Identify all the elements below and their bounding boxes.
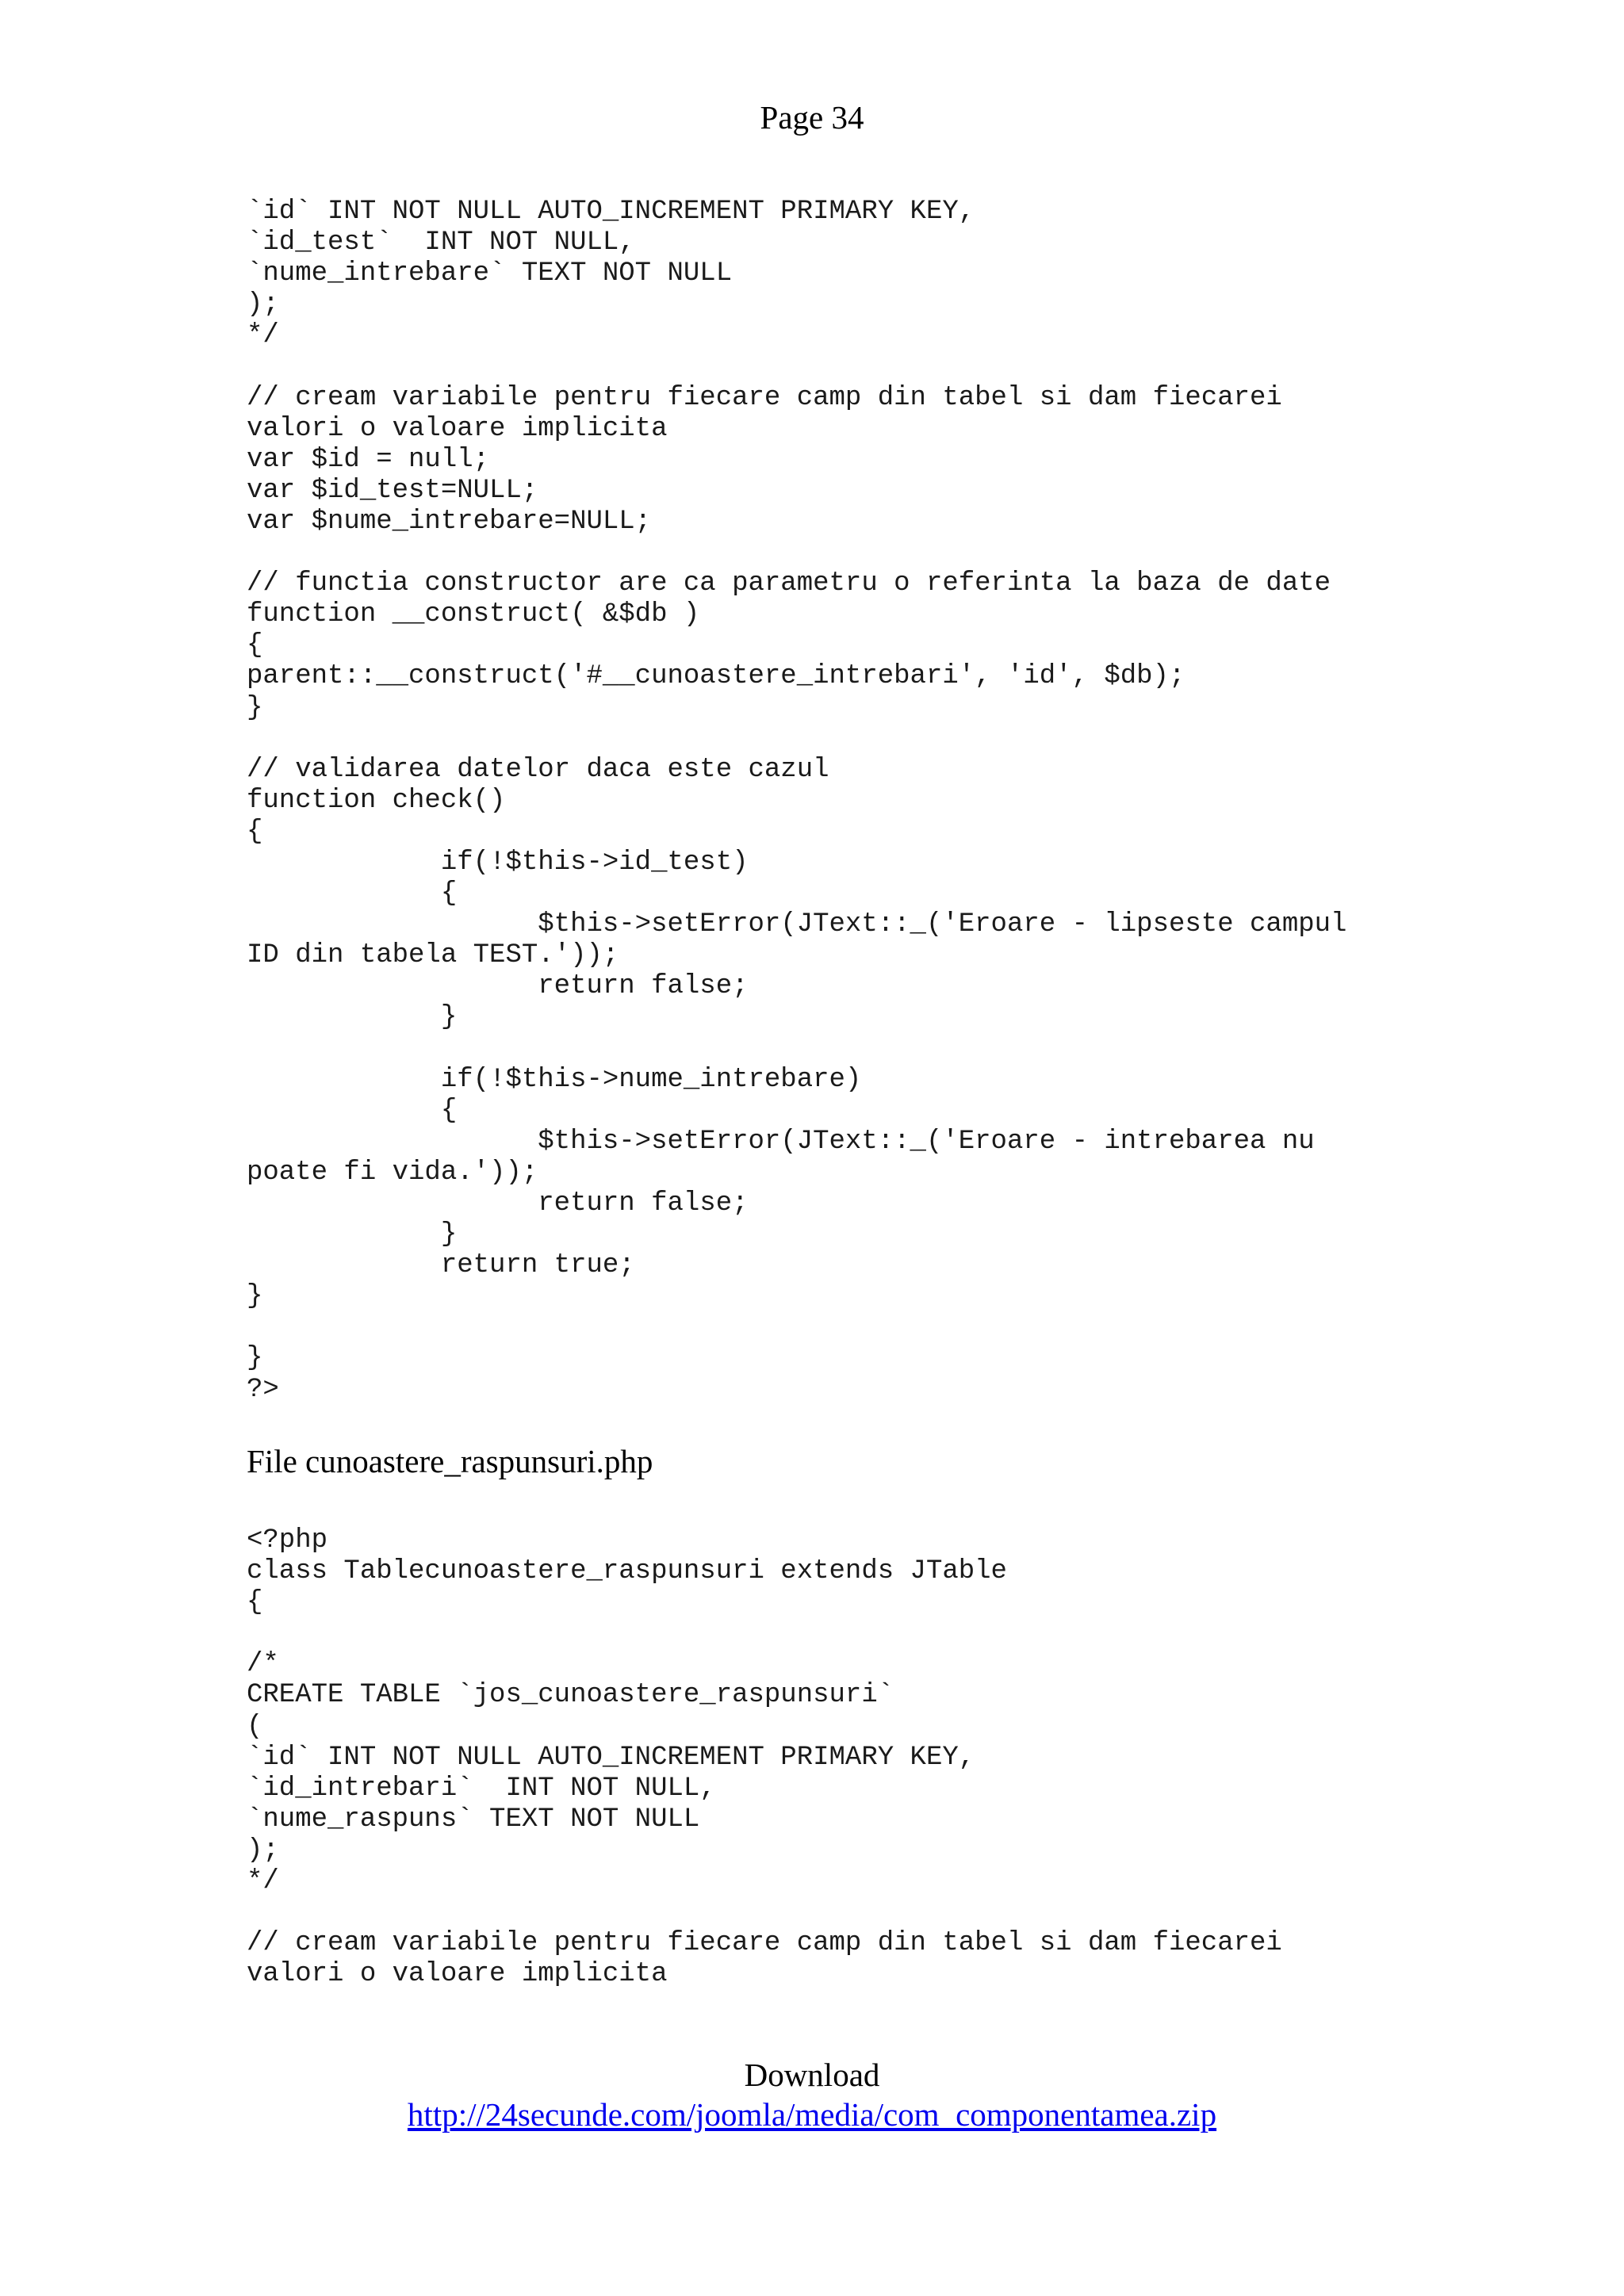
code-line: return false; [247, 1188, 749, 1219]
code-line: { [247, 630, 263, 661]
code-line: ( [247, 1711, 263, 1742]
code-line: // validarea datelor daca este cazul [247, 754, 829, 785]
code-line: parent::__construct('#__cunoastere_intrebari', 'id', $db); [247, 661, 1185, 692]
code-line: // functia constructor are ca parametru o referinta la baza de date [247, 568, 1331, 599]
code-line: return true; [247, 1250, 635, 1281]
code-line: poate fi vida.')); [247, 1157, 538, 1188]
code-line: `nume_intrebare` TEXT NOT NULL [247, 258, 733, 289]
code-line: ); [247, 1835, 279, 1866]
code-line: ?> [247, 1374, 279, 1405]
code-line: { [247, 1587, 263, 1618]
code-line: `id_intrebari` INT NOT NULL, [247, 1773, 716, 1804]
code-line: valori o valoare implicita [247, 1959, 668, 1990]
page-footer [0, 2055, 1624, 2134]
code-line: // cream variabile pentru fiecare camp din tabel si dam fiecarei [247, 382, 1282, 413]
code-line: var $id = null; [247, 444, 490, 475]
code-line: `id_test` INT NOT NULL, [247, 228, 635, 258]
code-line: } [247, 1002, 458, 1033]
code-line: var $id_test=NULL; [247, 475, 538, 506]
code-line: class Tablecunoastere_raspunsuri extends JTable [247, 1556, 1007, 1587]
code-line: function __construct( &$db ) [247, 599, 700, 630]
code-line: // cream variabile pentru fiecare camp din tabel si dam fiecarei [247, 1928, 1282, 1959]
download-link[interactable]: http://24secunde.com/joomla/media/com_componentamea.zip [407, 2096, 1217, 2133]
code-line: if(!$this->id_test) [247, 847, 749, 878]
code-line: valori o valoare implicita [247, 413, 668, 444]
code-block-1 [247, 197, 1346, 1406]
code-line: */ [247, 320, 279, 351]
code-line: CREATE TABLE `jos_cunoastere_raspunsuri` [247, 1680, 894, 1711]
code-line: `nume_raspuns` TEXT NOT NULL [247, 1804, 700, 1835]
code-line: if(!$this->nume_intrebare) [247, 1064, 862, 1095]
code-line: } [247, 1219, 458, 1250]
code-line: /* [247, 1649, 279, 1680]
file-heading: File cunoastere_raspunsuri.php [247, 1443, 653, 1479]
code-line: var $nume_intrebare=NULL; [247, 506, 652, 537]
code-line: } [247, 692, 263, 723]
code-line: { [247, 1095, 458, 1126]
code-line: ID din tabela TEST.')); [247, 940, 619, 971]
code-block-2 [247, 1525, 1282, 1990]
code-line: `id` INT NOT NULL AUTO_INCREMENT PRIMARY KEY, [247, 197, 975, 227]
code-line: $this->setError(JText::_('Eroare - lipseste campul [247, 909, 1347, 940]
code-line: { [247, 816, 263, 847]
code-line: <?php [247, 1525, 328, 1556]
code-line: } [247, 1343, 263, 1374]
code-line: return false; [247, 971, 749, 1002]
code-line: $this->setError(JText::_('Eroare - intrebarea nu [247, 1126, 1315, 1157]
code-line: `id` INT NOT NULL AUTO_INCREMENT PRIMARY KEY, [247, 1742, 975, 1773]
download-label: Download [744, 2057, 880, 2093]
code-line: function check() [247, 785, 506, 816]
code-line: } [247, 1281, 263, 1312]
code-line: ); [247, 289, 279, 320]
code-line: */ [247, 1866, 279, 1897]
page-number: Page 34 [760, 99, 864, 136]
code-line: { [247, 878, 458, 909]
